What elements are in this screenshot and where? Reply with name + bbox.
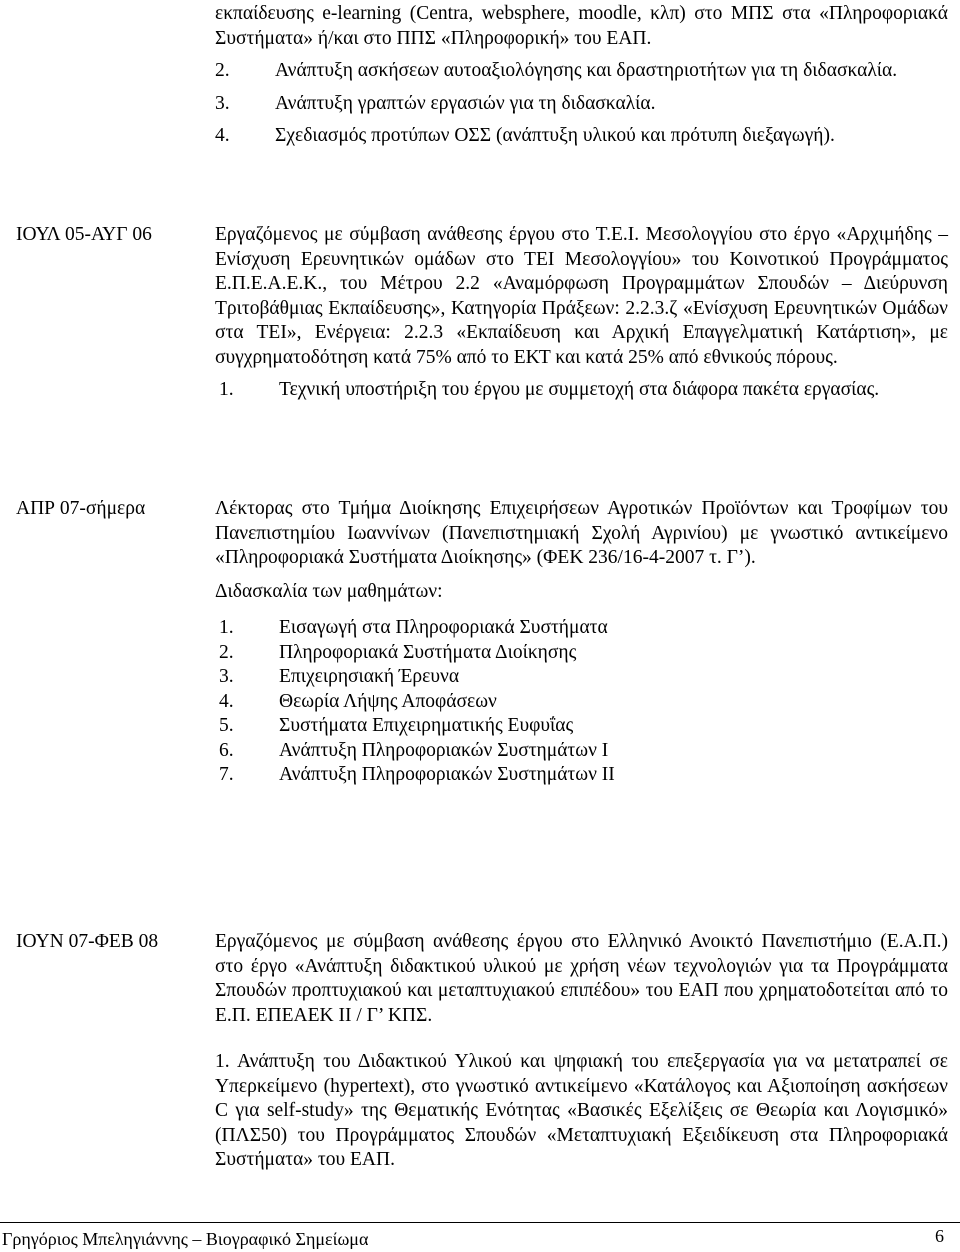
course-item	[219, 665, 948, 690]
list-text: Πληροφοριακά Συστήματα Διοίκησης	[279, 641, 577, 663]
course-item	[219, 616, 948, 641]
course-item	[219, 641, 948, 666]
list-number: 5.	[219, 715, 234, 736]
course-item	[219, 690, 948, 715]
period-label: ΙΟΥΝ 07-ΦΕΒ 08	[16, 931, 159, 952]
list-number: 4.	[215, 125, 230, 146]
entry-paragraph: Λέκτορας στο Τμήμα Διοίκησης Επιχειρήσεων Αγροτικών Προϊόντων και Τροφίμων του Πανεπιστημίου Ιωαννίνων (Πανεπιστημιακή Σχολή Αγρινίου) με γνωστικό αντικείμενο «Πληροφοριακά Συστήματα Διοίκησης» (ΦΕΚ 236/16-4-2007 τ. Γ’).	[215, 498, 948, 568]
list-text: Ανάπτυξη Πληροφοριακών Συστημάτων ΙΙ	[279, 764, 615, 785]
list-text: Ανάπτυξη γραπτών εργασιών για τη διδασκαλία.	[275, 92, 656, 114]
page-number: 6	[935, 1226, 944, 1246]
list-number: 7.	[219, 764, 234, 785]
course-item	[219, 763, 948, 788]
list-text: Ανάπτυξη Πληροφοριακών Συστημάτων Ι	[279, 739, 609, 761]
course-item	[219, 714, 948, 739]
list-text: Συστήματα Επιχειρηματικής Ευφυΐας	[279, 715, 574, 736]
entry-subitem	[215, 1050, 948, 1173]
courses-list	[215, 616, 948, 788]
period-label: ΙΟΥΛ 05-ΑΥΓ 06	[16, 224, 152, 245]
list-number: 3.	[215, 92, 230, 114]
entry-text	[215, 223, 948, 403]
list-item	[215, 59, 948, 84]
list-number: 2.	[219, 641, 234, 663]
list-text: Ανάπτυξη ασκήσεων αυτοαξιολόγησης και δραστηριοτήτων για τη διδασκαλία.	[275, 60, 898, 81]
list-item	[215, 124, 948, 149]
footer-rule	[0, 1222, 960, 1223]
list-number: 4.	[219, 690, 234, 712]
list-text: Σχεδιασμός προτύπων ΟΣΣ (ανάπτυξη υλικού και πρότυπη διεξαγωγή).	[275, 125, 835, 146]
period-label: ΑΠΡ 07-σήμερα	[16, 498, 146, 519]
list-text: Θεωρία Λήψης Αποφάσεων	[279, 690, 497, 712]
list-number: 6.	[219, 739, 234, 761]
entry-paragraph: Εργαζόμενος με σύμβαση ανάθεσης έργου στο Τ.Ε.Ι. Μεσολογγίου στο έργο «Αρχιμήδης – Ενίσχυση Ερευνητικών ομάδων στο ΤΕΙ Μεσολογγίου» του Κοινοτικού Προγράμματος Ε.Π.Ε.Α.Ε.Κ., του Μέτρου 2.2 «Αναμόρφωση Προγραμμάτων Σπουδών – Διεύρυνση Τριτοβάθμιας Εκπαίδευσης», Κατηγορία Πράξεων: 2.2.3.ζ «Ενίσχυση Ερευνητικών Ομάδων στα ΤΕΙ», Ενέργεια: 2.2.3 «Εκπαίδευση και Αρχική Επαγγελματική Κατάρτιση», με συγχρηματοδότηση κατά 75% από το ΕΚΤ και κατά 25% από εθνικούς πόρους.	[215, 224, 948, 368]
entry-paragraph: Εργαζόμενος με σύμβαση ανάθεσης έργου στο Ελληνικό Ανοικτό Πανεπιστήμιο (Ε.Α.Π.) στο έργο «Ανάπτυξη διδακτικού υλικού με χρήση νέων τεχνολογιών για τα Προγράμματα Σπουδών προπτυχιακού και μεταπτυχιακού επιπέδου» του ΕΑΠ που χρηματοδοτείται από το Ε.Π. ΕΠΕΑΕΚ ΙΙ / Γ’ ΚΠΣ.	[215, 931, 948, 1026]
list-number: 2.	[215, 60, 230, 81]
courses-title: Διδασκαλία των μαθημάτων:	[215, 580, 443, 602]
top-continuation	[215, 2, 948, 149]
list-item	[215, 92, 948, 117]
entry-text	[215, 497, 948, 788]
list-number: 1.	[219, 379, 234, 400]
list-item	[215, 378, 948, 403]
top-paragraph: εκπαίδευσης e-learning (Centra, websphere, moodle, κλπ) στο ΜΠΣ στα «Πληροφοριακά Συστήματα» ή/και στο ΠΠΣ «Πληροφορική» του ΕΑΠ.	[215, 3, 948, 49]
list-number: 1.	[215, 1051, 230, 1072]
list-text: Εισαγωγή στα Πληροφοριακά Συστήματα	[279, 617, 608, 638]
list-number: 3.	[219, 666, 234, 687]
entry-text	[215, 930, 948, 1173]
list-text: Επιχειρησιακή Έρευνα	[279, 666, 460, 687]
list-text: Τεχνική υποστήριξη του έργου με συμμετοχή στα διάφορα πακέτα εργασίας.	[279, 379, 880, 400]
course-item	[219, 739, 948, 764]
list-text: Ανάπτυξη του Διδακτικού Υλικού και ψηφιακή του επεξεργασία για να μετατραπεί σε Υπερκείμενο (hypertext), στο γνωστικό αντικείμενο «Κατάλογος και Αξιοποίηση ασκήσεων C για self-study» της Θεματικής Ενότητας «Βασικές Εξελίξεις σε Θεωρία και Λογισμικό» (ΠΛΣ50) του Προγράμματος Σπουδών «Μεταπτυχιακή Εξειδίκευση στα Πληροφοριακά Συστήματα» του ΕΑΠ.	[215, 1051, 948, 1170]
footer-author: Γρηγόριος Μπεληγιάννης – Βιογραφικό Σημείωμα	[2, 1229, 369, 1249]
list-number: 1.	[219, 617, 234, 638]
top-list	[215, 59, 948, 149]
